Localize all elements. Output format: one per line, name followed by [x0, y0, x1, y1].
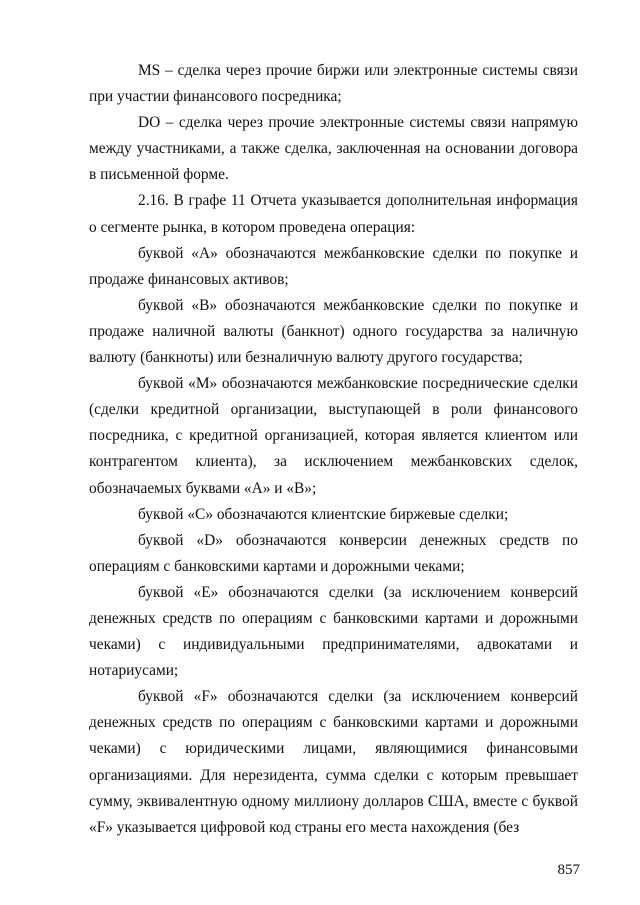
- paragraph-letter-d: буквой «D» обозначаются конверсии денежных средств по операциям с банковскими картами и дорожными чеками;: [89, 531, 578, 575]
- paragraph-letter-m: буквой «M» обозначаются межбанковские посреднические сделки (сделки кредитной организации, выступающей в роли финансового посредника, с кредитной организацией, которая является клиентом или контрагентом клиента), за исключением межбанковских сделок, обозначаемых буквами «A» и «B»;: [89, 375, 578, 497]
- paragraph-letter-a: буквой «A» обозначаются межбанковские сделки по покупке и продаже финансовых активов;: [89, 244, 578, 288]
- paragraph-do: DO – сделка через прочие электронные системы связи напрямую между участниками, а также сделка, заключенная на основании договора в письменной форме.: [89, 114, 578, 184]
- paragraph-letter-e: буквой «E» обозначаются сделки (за исключением конверсий денежных средств по операциям с банковскими картами и дорожными чеками) с индивидуальными предпринимателями, адвокатами и нотариусами;: [89, 583, 578, 680]
- paragraph-letter-b: буквой «B» обозначаются межбанковские сделки по покупке и продаже наличной валюты (банкнот) одного государства за наличную валюту (банкноты) или безналичную валюту другого государства;: [89, 296, 578, 367]
- paragraph-letter-c: буквой «C» обозначаются клиентские биржевые сделки;: [138, 505, 509, 523]
- body-text: [89, 58, 578, 841]
- page-number: 857: [557, 862, 580, 878]
- paragraph-ms: MS – сделка через прочие биржи или электронные системы связи при участии финансового посредника;: [89, 62, 578, 106]
- paragraph-letter-f: буквой «F» обозначаются сделки (за исключением конверсий денежных средств по операциям с банковскими картами и дорожными чеками) с юридическими лицами, являющимися финансовыми организациями. Для нерезидента, сумма сделки с которым превышает сумму, эквивалентную одному миллиону долларов США, вместе с буквой «F» указывается цифровой код страны его места нахождения (без: [89, 688, 578, 836]
- paragraph-2-16: 2.16. В графе 11 Отчета указывается дополнительная информация о сегменте рынка, в котором проведена операция:: [89, 192, 578, 236]
